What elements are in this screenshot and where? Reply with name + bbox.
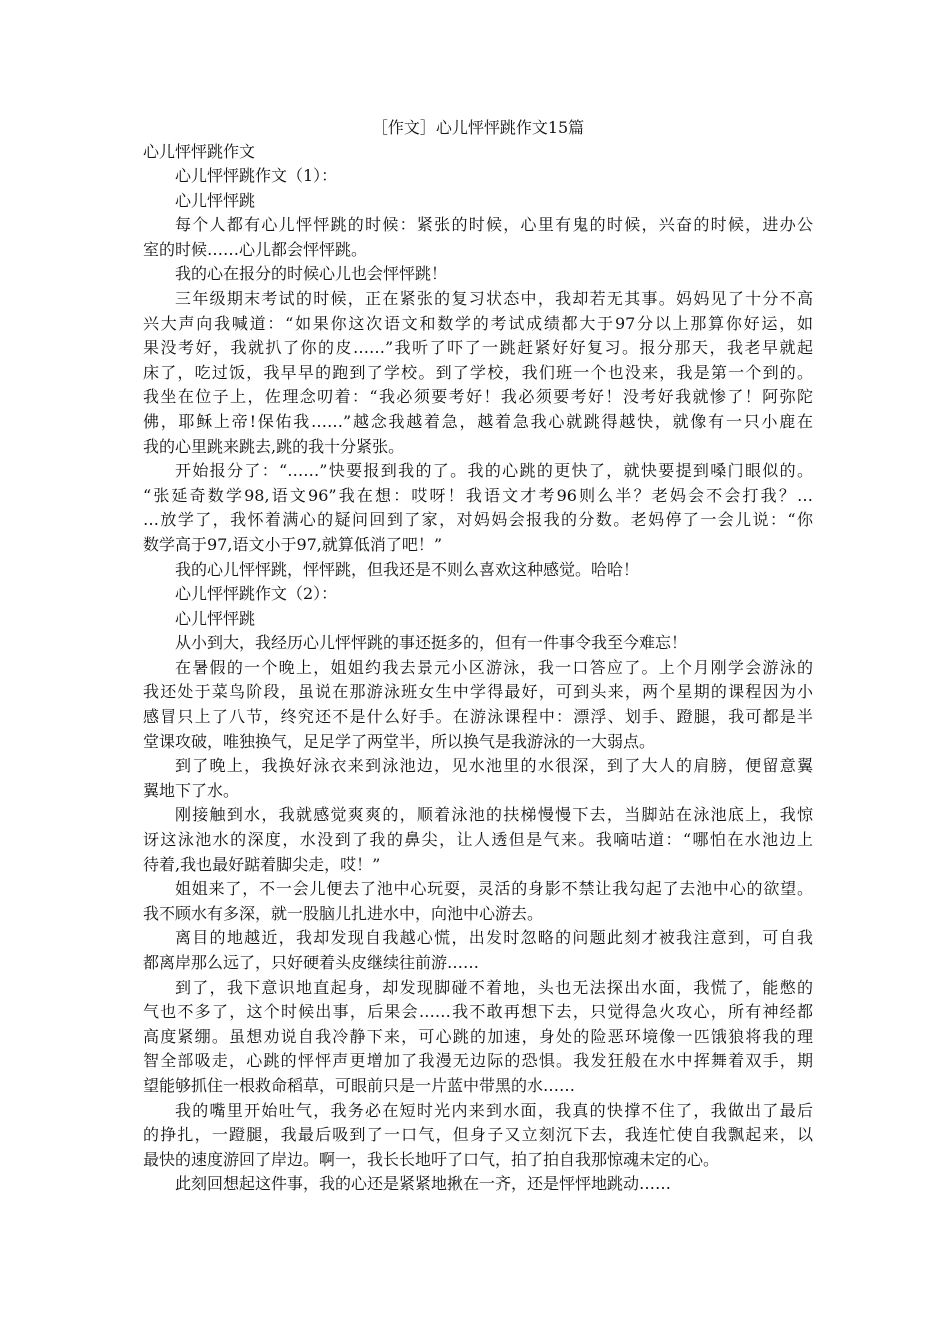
text-line: 从小到大，我经历心儿怦怦跳的事还挺多的，但有一件事令我至今难忘！ — [175, 633, 688, 653]
text-line: 我还处于菜鸟阶段，虽说在那游泳班女生中学得最好，可到头来，两个星期的课程因为小 — [143, 682, 813, 702]
text-line: 的挣扎，一蹬腿，我最后吸到了一口气，但身子又立刻沉下去，我连忙使自我飘起来，以 — [143, 1125, 813, 1145]
text-line: “张延奇数学98,语文96”我在想：哎呀！我语文才考96则么半？老妈会不会打我？… — [143, 485, 813, 505]
text-line: 每个人都有心儿怦怦跳的时候：紧张的时候，心里有鬼的时候，兴奋的时候，进办公 — [175, 215, 813, 235]
text-line: 最快的速度游回了岸边。啊一，我长长地吁了口气，拍了拍自我那惊魂未定的心。 — [143, 1149, 720, 1169]
text-line: 心儿怦怦跳作文（1）： — [175, 166, 338, 185]
text-line: 我坐在位子上，佐理念叨着：“我必须要考好！我必须要考好！没考好我就惨了！阿弥陀 — [143, 387, 813, 407]
text-line: 心儿怦怦跳 — [175, 190, 256, 210]
text-line: 数学高于97,语文小于97,就算低消了吧！” — [143, 534, 443, 554]
text-line: 我的心在报分的时候心儿也会怦怦跳！ — [175, 264, 448, 284]
text-line: 心儿怦怦跳 — [175, 608, 256, 628]
text-line: 果没考好，我就扒了你的皮……”我听了吓了一跳赶紧好好复习。报分那天，我老早就起 — [143, 338, 813, 358]
text-line: 离目的地越近，我却发现自我越心慌，出发时忽略的问题此刻才被我注意到，可自我 — [175, 928, 813, 948]
text-line: 智全部吸走，心跳的怦怦声更增加了我漫无边际的恐惧。我发狂般在水中挥舞着双手，期 — [143, 1051, 813, 1071]
text-line: 感冒只上了八节，终究还不是什么好手。在游泳课程中：漂浮、划手、蹬腿，我可都是半 — [143, 707, 813, 727]
section-title: 心儿怦怦跳作文 — [143, 142, 256, 161]
text-line: 我的心儿怦怦跳，怦怦跳，但我还是不则么喜欢这种感觉。哈哈！ — [175, 559, 640, 579]
text-line: 我不顾水有多深，就一股脑儿扎进水中，向池中心游去。 — [143, 903, 544, 923]
text-line: 气也不多了，这个时候出事，后果会……我不敢再想下去，只觉得急火攻心，所有神经都 — [143, 1002, 813, 1022]
text-line: 开始报分了：“……”快要报到我的了。我的心跳的更快了，就快要提到嗓门眼似的。 — [175, 461, 813, 481]
text-line: 兴大声向我喊道：“如果你这次语文和数学的考试成绩都大于97分以上那算你好运，如 — [143, 313, 813, 333]
text-line: 在暑假的一个晚上，姐姐约我去景元小区游泳，我一口答应了。上个月刚学会游泳的 — [175, 657, 813, 677]
text-line: 到了晚上，我换好泳衣来到泳池边，见水池里的水很深，到了大人的肩膀，便留意翼 — [175, 756, 813, 776]
text-line: 我的心里跳来跳去,跳的我十分紧张。 — [143, 436, 405, 456]
text-line: 此刻回想起这件事，我的心还是紧紧地揪在一齐，还是怦怦地跳动…… — [175, 1174, 672, 1194]
text-line: 三年级期末考试的时候，正在紧张的复习状态中，我却若无其事。妈妈见了十分不高 — [175, 288, 813, 308]
text-line: 讶这泳池水的深度，水没到了我的鼻尖，让人透但是气来。我嘀咕道：“哪怕在水池边上 — [143, 830, 813, 850]
text-line: 心儿怦怦跳作文（2）： — [175, 584, 338, 604]
document-page — [143, 116, 813, 1197]
document-body — [143, 164, 813, 1197]
text-line: 高度紧绷。虽想劝说自我冷静下来，可心跳的加速，身处的险恶环境像一匹饿狼将我的理 — [143, 1026, 813, 1046]
text-line: 翼地下了水。 — [143, 780, 240, 800]
text-line: 待着,我也最好踮着脚尖走，哎！” — [143, 854, 381, 874]
text-line: …放学了，我怀着满心的疑问回到了家，对妈妈会报我的分数。老妈停了一会儿说：“你 — [143, 510, 813, 530]
text-line: 室的时候……心儿都会怦怦跳。 — [143, 239, 368, 259]
text-line: 堂课攻破，唯独换气，足足学了两堂半，所以换气是我游泳的一大弱点。 — [143, 731, 656, 751]
text-line: 都离岸那么远了，只好硬着头皮继续往前游…… — [143, 953, 480, 972]
text-line: 床了，吃过饭，我早早的跑到了学校。到了学校，我们班一个也没来，我是第一个到的。 — [143, 362, 813, 382]
text-line: 刚接触到水，我就感觉爽爽的，顺着泳池的扶梯慢慢下去，当脚站在泳池底上，我惊 — [175, 805, 813, 825]
text-line: 佛，耶稣上帝!保佑我……”越念我越着急，越着急我心就跳得越快，就像有一只小鹿在 — [143, 411, 813, 431]
text-line: 姐姐来了，不一会儿便去了池中心玩耍，灵活的身影不禁让我勾起了去池中心的欲望。 — [175, 879, 813, 899]
text-line: 到了，我下意识地直起身，却发现脚碰不着地，头也无法探出水面，我慌了，能憋的 — [175, 977, 813, 997]
text-line: 望能够抓住一根救命稻草，可眼前只是一片蓝中带黑的水…… — [143, 1075, 576, 1095]
text-line: 我的嘴里开始吐气，我务必在短时光内来到水面，我真的快撑不住了，我做出了最后 — [175, 1100, 813, 1120]
document-title: ［作文］心儿怦怦跳作文15篇 — [371, 118, 585, 137]
